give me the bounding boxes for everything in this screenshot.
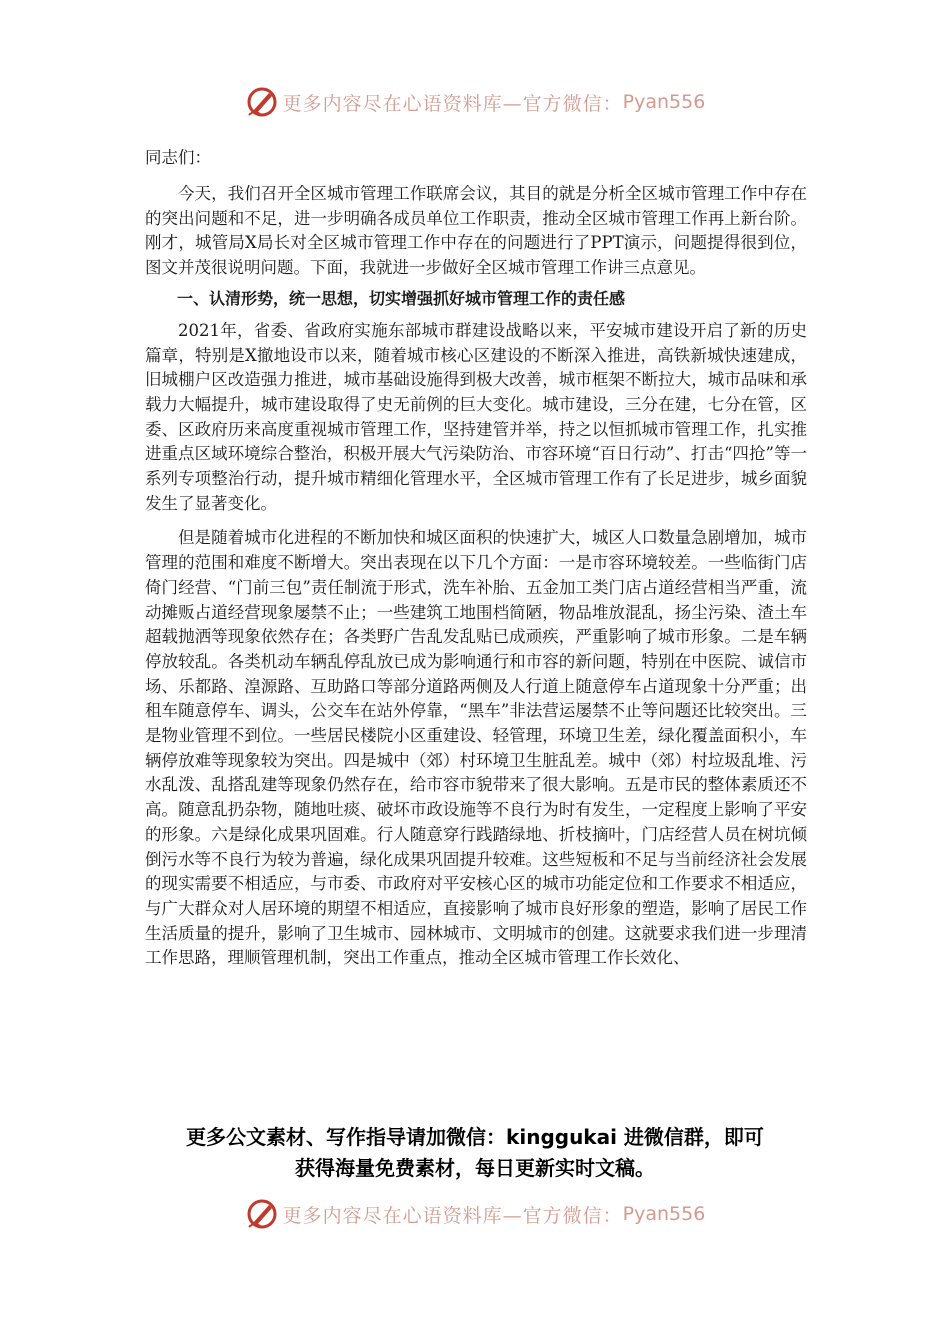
section-heading-1: 一、认清形势，统一思想，切实增强抓好城市管理工作的责任感 (177, 288, 626, 308)
promo-notice (120, 1122, 830, 1184)
brand-logo-icon (245, 1197, 279, 1231)
footer-brand-text: 更多内容尽在心语资料库—官方微信： (282, 1204, 623, 1227)
salutation: 同志们： (145, 148, 211, 167)
promo-line-2: 获得海量免费素材，每日更新实时文稿。 (295, 1156, 655, 1180)
paragraph-gap (145, 516, 807, 526)
promo-line-1: 更多公文素材、写作指导请加微信：kinggukai 进微信群，即可 (186, 1125, 764, 1149)
footer-account-text: Pyan556 (622, 1203, 706, 1225)
header-brand-text: 更多内容尽在心语资料库—官方微信： (282, 92, 623, 115)
footer-watermark-banner (0, 1196, 950, 1232)
paragraph-1: 今天，我们召开全区城市管理工作联席会议，其目的就是分析全区城市管理工作中存在的突出问题和不足，进一步明确各成员单位工作职责，推动全区城市管理工作再上新台阶。刚才，城管局X局长对全区城市管理工作中存在的问题进行了PPT演示，问题提得很到位，图文并茂很说明问题。下面，我就进一步做好全区城市管理工作讲三点意见。 (145, 184, 807, 278)
document-body (145, 145, 807, 971)
paragraph-2: 2021年，省委、省政府实施东部城市群建设战略以来，平安城市建设开启了新的历史篇章，特别是X撤地设市以来，随着城市核心区建设的不断深入推进，高铁新城快速建成，旧城棚户区改造强力推进，城市基础设施得到极大改善，城市框架不断拉大，城市品味和承载力大幅提升，城市建设取得了史无前例的巨大变化。城市建设，三分在建，七分在管，区委、区政府历来高度重视城市管理工作，坚持建管并举，持之以恒抓城市管理工作，扎实推进重点区域环境综合整治，积极开展大气污染防治、市容环境“百日行动”、打击“四抢”等一系列专项整治行动，提升城市精细化管理水平，全区城市管理工作有了长足进步，城乡面貌发生了显著变化。 (145, 320, 807, 513)
header-watermark-banner (0, 84, 950, 120)
paragraph-3: 但是随着城市化进程的不断加快和城区面积的快速扩大，城区人口数量急剧增加，城市管理的范围和难度不断增大。突出表现在以下几个方面：一是市容环境较差。一些临街门店倚门经营、“门前三包”责任制流于形式，洗车补胎、五金加工类门店占道经营相当严重，流动摊贩占道经营现象屡禁不止；一些建筑工地围档简陋，物品堆放混乱，扬尘污染、渣土车超载抛洒等现象依然存在；各类野广告乱发乱贴已成顽疾，严重影响了城市形象。二是车辆停放较乱。各类机动车辆乱停乱放已成为影响通行和市容的新问题，特别在中医院、诚信市场、乐都路、湟源路、互助路口等部分道路两侧及人行道上随意停车占道现象十分严重；出租车随意停车、调头，公交车在站外停靠，“黑车”非法营运屡禁不止等问题还比较突出。三是物业管理不到位。一些居民楼院小区重建设、轻管理，环境卫生差，绿化覆盖面积小，车辆停放难等现象较为突出。四是城中（郊）村环境卫生脏乱差。城中（郊）村垃圾乱堆、污水乱泼、乱搭乱建等现象仍然存在，给市容市貌带来了很大影响。五是市民的整体素质还不高。随意乱扔杂物，随地吐痰、破坏市政设施等不良行为时有发生，一定程度上影响了平安的形象。六是绿化成果巩固难。行人随意穿行践踏绿地、折枝摘叶，门店经营人员在树坑倾倒污水等不良行为较为普遍，绿化成果巩固提升较难。这些短板和不足与当前经济社会发展的现实需要不相适应，与市委、市政府对平安核心区的城市功能定位和工作要求不相适应，与广大群众对人居环境的期望不相适应，直接影响了城市良好形象的塑造，影响了居民工作生活质量的提升，影响了卫生城市、园林城市、文明城市的创建。这就要求我们进一步理清工作思路，理顺管理机制，突出工作重点，推动全区城市管理工作长效化、 (145, 528, 807, 968)
header-account-text: Pyan556 (622, 91, 706, 113)
brand-logo-icon (245, 85, 279, 119)
